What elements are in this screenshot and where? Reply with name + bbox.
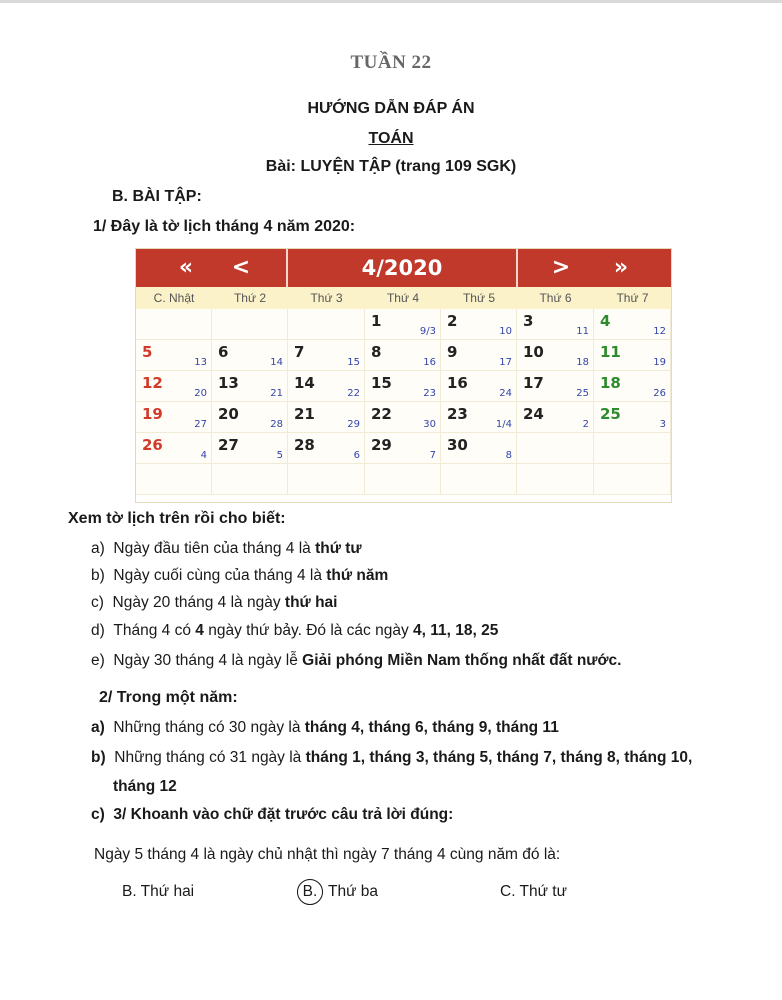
- lunar-date: 19: [653, 357, 666, 368]
- q1-heading: 1/ Đây là tờ lịch tháng 4 năm 2020:: [93, 218, 356, 235]
- calendar-day-cell[interactable]: [136, 340, 212, 371]
- q3-question: Ngày 5 tháng 4 là ngày chủ nhật thì ngày 7 tháng 4 cùng năm đó là:: [94, 846, 561, 863]
- lunar-date: 7: [429, 450, 436, 461]
- calendar-day-cell[interactable]: [441, 340, 517, 371]
- calendar-day-cell[interactable]: [594, 309, 671, 340]
- calendar-day-cell[interactable]: [212, 340, 288, 371]
- option-1: B. Thứ hai: [122, 883, 195, 900]
- calendar-day-cell: [594, 433, 671, 464]
- answer-b-bold: thứ năm: [326, 567, 389, 584]
- calendar-day-cell[interactable]: [517, 371, 594, 402]
- calendar-day-cell[interactable]: [365, 340, 441, 371]
- solar-date: 10: [523, 343, 544, 361]
- q2-answer-b-cont: [113, 778, 177, 796]
- solar-date: 16: [447, 374, 468, 392]
- calendar-day-cell[interactable]: [517, 309, 594, 340]
- lunar-date: 2: [582, 419, 589, 430]
- lunar-date: 14: [270, 357, 283, 368]
- q2-a-bold: tháng 4, tháng 6, tháng 9, tháng 11: [304, 719, 559, 736]
- lunar-date: 23: [423, 388, 436, 399]
- calendar-day-cell[interactable]: [517, 402, 594, 433]
- solar-date: 15: [371, 374, 392, 392]
- calendar-day-cell[interactable]: [365, 371, 441, 402]
- lunar-date: 1/4: [495, 419, 512, 430]
- answer-c-prefix: c): [91, 594, 104, 611]
- lunar-date: 5: [276, 450, 283, 461]
- lunar-date: 12: [653, 326, 666, 337]
- calendar-day-cell[interactable]: [365, 309, 441, 340]
- calendar-day-cell[interactable]: [212, 402, 288, 433]
- answer-a-text: Ngày đầu tiên của tháng 4 là: [113, 540, 316, 557]
- lunar-date: 10: [499, 326, 512, 337]
- calendar-day-cell[interactable]: [136, 433, 212, 464]
- lesson-title: Bài: LUYỆN TẬP (trang 109 SGK): [265, 158, 517, 175]
- answer-b-text: Ngày cuối cùng của tháng 4 là: [113, 567, 327, 584]
- solar-date: 9: [447, 343, 458, 361]
- option-2: [297, 879, 378, 905]
- calendar-day-cell: [365, 464, 441, 495]
- calendar-day-cell[interactable]: [441, 433, 517, 464]
- calendar-day-cell: [136, 309, 212, 340]
- calendar-day-cell: [441, 464, 517, 495]
- answer-a-bold: thứ tư: [315, 540, 362, 557]
- answer-d-prefix: d): [91, 622, 105, 639]
- section-b-heading: B. BÀI TẬP:: [112, 188, 202, 205]
- calendar-day-cell: [517, 433, 594, 464]
- calendar-day-cell[interactable]: [288, 371, 365, 402]
- lunar-date: 13: [194, 357, 207, 368]
- option-2-text: Thứ ba: [324, 883, 379, 900]
- q2-heading: 2/ Trong một năm:: [99, 689, 238, 706]
- solar-date: 29: [371, 436, 392, 454]
- lunar-date: 4: [200, 450, 207, 461]
- lunar-date: 26: [653, 388, 666, 399]
- calendar-day-cell[interactable]: [441, 402, 517, 433]
- weekday-label: Thứ 7: [616, 291, 649, 305]
- next-month-icon[interactable]: >: [551, 255, 571, 280]
- weekday-label: Thứ 3: [310, 291, 343, 305]
- lunar-date: 25: [576, 388, 589, 399]
- solar-date: 8: [371, 343, 382, 361]
- solar-date: 3: [523, 312, 534, 330]
- q2-a-prefix: a): [91, 719, 105, 736]
- subject-title: [0, 130, 782, 148]
- answer-c-bold: thứ hai: [284, 594, 338, 611]
- subject-text: TOÁN: [368, 130, 414, 147]
- solar-date: 2: [447, 312, 458, 330]
- lunar-date: 11: [576, 326, 589, 337]
- calendar-day-cell[interactable]: [594, 402, 671, 433]
- answer-e-prefix: e): [91, 652, 105, 669]
- answer-a-prefix: a): [91, 540, 105, 557]
- answer-d-text1: Tháng 4 có: [113, 622, 196, 639]
- answer-e: [91, 652, 621, 670]
- lunar-date: 8: [505, 450, 512, 461]
- lunar-date: 9/3: [419, 326, 436, 337]
- solar-date: 24: [523, 405, 544, 423]
- lunar-date: 3: [659, 419, 666, 430]
- weekday-label: Thứ 6: [539, 291, 572, 305]
- answer-b-prefix: b): [91, 567, 105, 584]
- lunar-date: 28: [270, 419, 283, 430]
- calendar-day-cell[interactable]: [288, 402, 365, 433]
- calendar-day-cell[interactable]: [365, 402, 441, 433]
- lunar-date: 27: [194, 419, 207, 430]
- calendar-day-cell: [288, 464, 365, 495]
- answer-e-bold: Giải phóng Miền Nam thống nhất đất nước.: [302, 652, 622, 669]
- weekday-label: C. Nhật: [153, 291, 195, 305]
- weekday-label: Thứ 2: [233, 291, 267, 305]
- solar-date: 7: [294, 343, 305, 361]
- solar-date: 23: [447, 405, 468, 423]
- answer-e-text: Ngày 30 tháng 4 là ngày lễ: [113, 652, 303, 669]
- solar-date: 25: [600, 405, 621, 423]
- calendar-day-cell: [594, 464, 671, 495]
- calendar-day-cell[interactable]: [212, 433, 288, 464]
- lunar-date: 15: [347, 357, 360, 368]
- calendar-day-cell[interactable]: [212, 371, 288, 402]
- solar-date: 4: [600, 312, 611, 330]
- q2-answer-b: [91, 749, 692, 767]
- header-divider: [516, 249, 518, 287]
- solar-date: 14: [294, 374, 315, 392]
- solar-date: 20: [218, 405, 239, 423]
- solar-date: 1: [371, 312, 382, 330]
- calendar-day-cell: [288, 309, 365, 340]
- week-label: TUẦN 22: [350, 52, 432, 73]
- first-month-icon[interactable]: «: [178, 255, 194, 280]
- solar-date: 12: [142, 374, 163, 392]
- option-3: C. Thứ tư: [500, 883, 567, 900]
- answer-c: [91, 594, 337, 612]
- calendar-month-title: 4/2020: [361, 256, 443, 280]
- calendar-day-cell: [212, 464, 288, 495]
- lunar-date: 18: [576, 357, 589, 368]
- solar-date: 21: [294, 405, 315, 423]
- lunar-date: 20: [194, 388, 207, 399]
- lunar-date: 30: [423, 419, 436, 430]
- calendar-day-cell: [517, 464, 594, 495]
- lunar-date: 6: [353, 450, 360, 461]
- solar-date: 26: [142, 436, 163, 454]
- answer-d-bold2: 4, 11, 18, 25: [413, 622, 499, 639]
- weekday-label: Thứ 4: [386, 291, 420, 305]
- q2-b-bold-cont: tháng 12: [113, 778, 177, 795]
- q1-prompt: Xem tờ lịch trên rồi cho biết:: [68, 510, 286, 527]
- answer-a: [91, 540, 362, 558]
- lunar-date: 21: [270, 388, 283, 399]
- last-month-icon[interactable]: »: [613, 255, 629, 280]
- calendar-day-cell[interactable]: [365, 433, 441, 464]
- weekday-row: [136, 287, 671, 309]
- calendar-day-cell[interactable]: [594, 371, 671, 402]
- calendar-day-cell[interactable]: [288, 340, 365, 371]
- answer-d-bold1: 4: [195, 622, 204, 639]
- solar-date: 28: [294, 436, 315, 454]
- lunar-date: 22: [347, 388, 360, 399]
- calendar-grid: [136, 309, 671, 502]
- q2-b-prefix: b): [91, 749, 106, 766]
- solar-date: 11: [600, 343, 621, 361]
- answer-circle: B.: [297, 879, 323, 905]
- calendar-day-cell[interactable]: [441, 371, 517, 402]
- q2-answer-a: [91, 719, 559, 737]
- calendar-day-cell[interactable]: [136, 371, 212, 402]
- lunar-date: 29: [347, 419, 360, 430]
- solar-date: 19: [142, 405, 163, 423]
- q2-c-bold: 3/ Khoanh vào chữ đặt trước câu trả lời đúng:: [113, 806, 454, 823]
- lunar-date: 24: [499, 388, 512, 399]
- answer-d: [91, 622, 498, 640]
- solar-date: 17: [523, 374, 544, 392]
- lunar-date: 17: [499, 357, 512, 368]
- solar-date: 6: [218, 343, 229, 361]
- solar-date: 13: [218, 374, 239, 392]
- solar-date: 27: [218, 436, 239, 454]
- solar-date: 30: [447, 436, 468, 454]
- weekday-label: Thứ 5: [462, 291, 496, 305]
- solar-date: 5: [142, 343, 153, 361]
- answer-b: [91, 567, 388, 585]
- calendar-day-cell: [212, 309, 288, 340]
- solar-date: 22: [371, 405, 392, 423]
- calendar-day-cell[interactable]: [288, 433, 365, 464]
- calendar-day-cell[interactable]: [517, 340, 594, 371]
- q2-b-text: Những tháng có 31 ngày là: [114, 749, 306, 766]
- calendar-day-cell[interactable]: [136, 402, 212, 433]
- q2-a-text: Những tháng có 30 ngày là: [113, 719, 305, 736]
- solar-date: 18: [600, 374, 621, 392]
- answer-c-text: Ngày 20 tháng 4 là ngày: [112, 594, 285, 611]
- calendar-header: [136, 249, 671, 287]
- calendar: [135, 248, 672, 503]
- top-border: [0, 0, 782, 3]
- prev-month-icon[interactable]: <: [231, 255, 251, 280]
- q2-b-bold: tháng 1, tháng 3, tháng 5, tháng 7, tháng 8, tháng 10,: [305, 749, 693, 766]
- q2-c-prefix: c): [91, 806, 105, 823]
- calendar-day-cell: [136, 464, 212, 495]
- calendar-day-cell[interactable]: [594, 340, 671, 371]
- doc-title: HƯỚNG DẪN ĐÁP ÁN: [307, 100, 475, 117]
- lunar-date: 16: [423, 357, 436, 368]
- q2-answer-c: [91, 806, 453, 824]
- answer-d-text2: ngày thứ bảy. Đó là các ngày: [203, 622, 414, 639]
- calendar-day-cell[interactable]: [441, 309, 517, 340]
